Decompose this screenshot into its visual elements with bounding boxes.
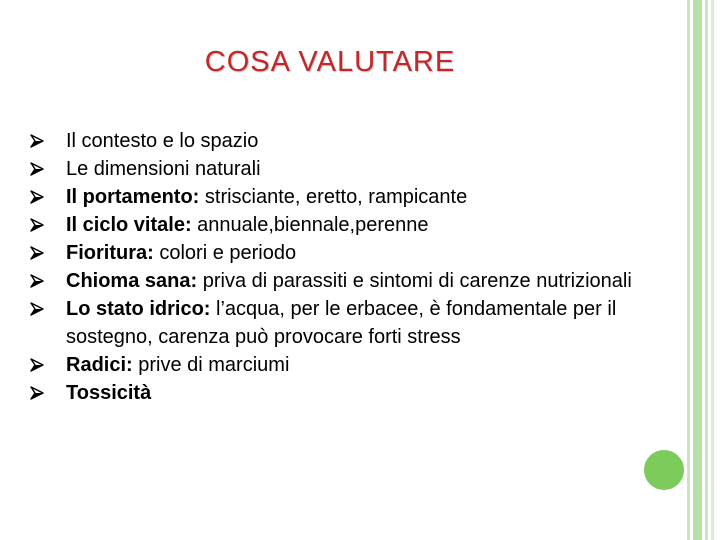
bullet-list: [53, 127, 653, 407]
arrow-bullet-icon: [30, 358, 44, 372]
decorative-stripe: [711, 0, 714, 540]
bullet-item: [53, 239, 653, 267]
bullet-text: annuale,biennale,perenne: [191, 214, 429, 236]
bullet-text: priva di parassiti e sintomi di carenze nutrizionali: [197, 270, 632, 292]
bullet-item: [53, 351, 653, 379]
arrow-bullet-icon: [30, 274, 44, 288]
decorative-stripe: [693, 0, 702, 540]
bullet-text: Il contesto e lo spazio: [66, 130, 259, 152]
bullet-item: [53, 127, 653, 155]
bullet-item: [53, 379, 653, 407]
bullet-item: [53, 183, 653, 211]
bullet-text: prive di marciumi: [132, 354, 290, 376]
arrow-bullet-icon: [30, 386, 44, 400]
bullet-text: l’acqua, per le erbacee, è fondamentale per il sostegno, carenza può provocare forti stress: [66, 298, 617, 348]
arrow-bullet-icon: [30, 162, 44, 176]
bullet-item: [53, 155, 653, 183]
bullet-bold-text: Tossicità: [66, 382, 152, 404]
decorative-stripe: [687, 0, 690, 540]
bullet-text: strisciante, eretto, rampicante: [199, 186, 468, 208]
bullet-text: colori e periodo: [153, 242, 297, 264]
slide-title: COSA VALUTARE: [204, 46, 456, 78]
bullet-item: [53, 211, 653, 239]
bullet-bold-text: Chioma sana:: [66, 270, 198, 292]
bullet-item: [53, 267, 653, 295]
bullet-item: [53, 295, 653, 351]
arrow-bullet-icon: [30, 218, 44, 232]
arrow-bullet-icon: [30, 134, 44, 148]
arrow-bullet-icon: [30, 246, 44, 260]
bullet-bold-text: Fioritura:: [66, 242, 154, 264]
decorative-circle: [641, 447, 687, 493]
decorative-stripe: [705, 0, 708, 540]
arrow-bullet-icon: [30, 302, 44, 316]
bullet-bold-text: Il portamento:: [66, 186, 200, 208]
bullet-text: Le dimensioni naturali: [66, 158, 261, 180]
bullet-bold-text: Radici:: [66, 354, 133, 376]
arrow-bullet-icon: [30, 190, 44, 204]
bullet-bold-text: Lo stato idrico:: [66, 298, 211, 320]
bullet-bold-text: Il ciclo vitale:: [66, 214, 192, 236]
